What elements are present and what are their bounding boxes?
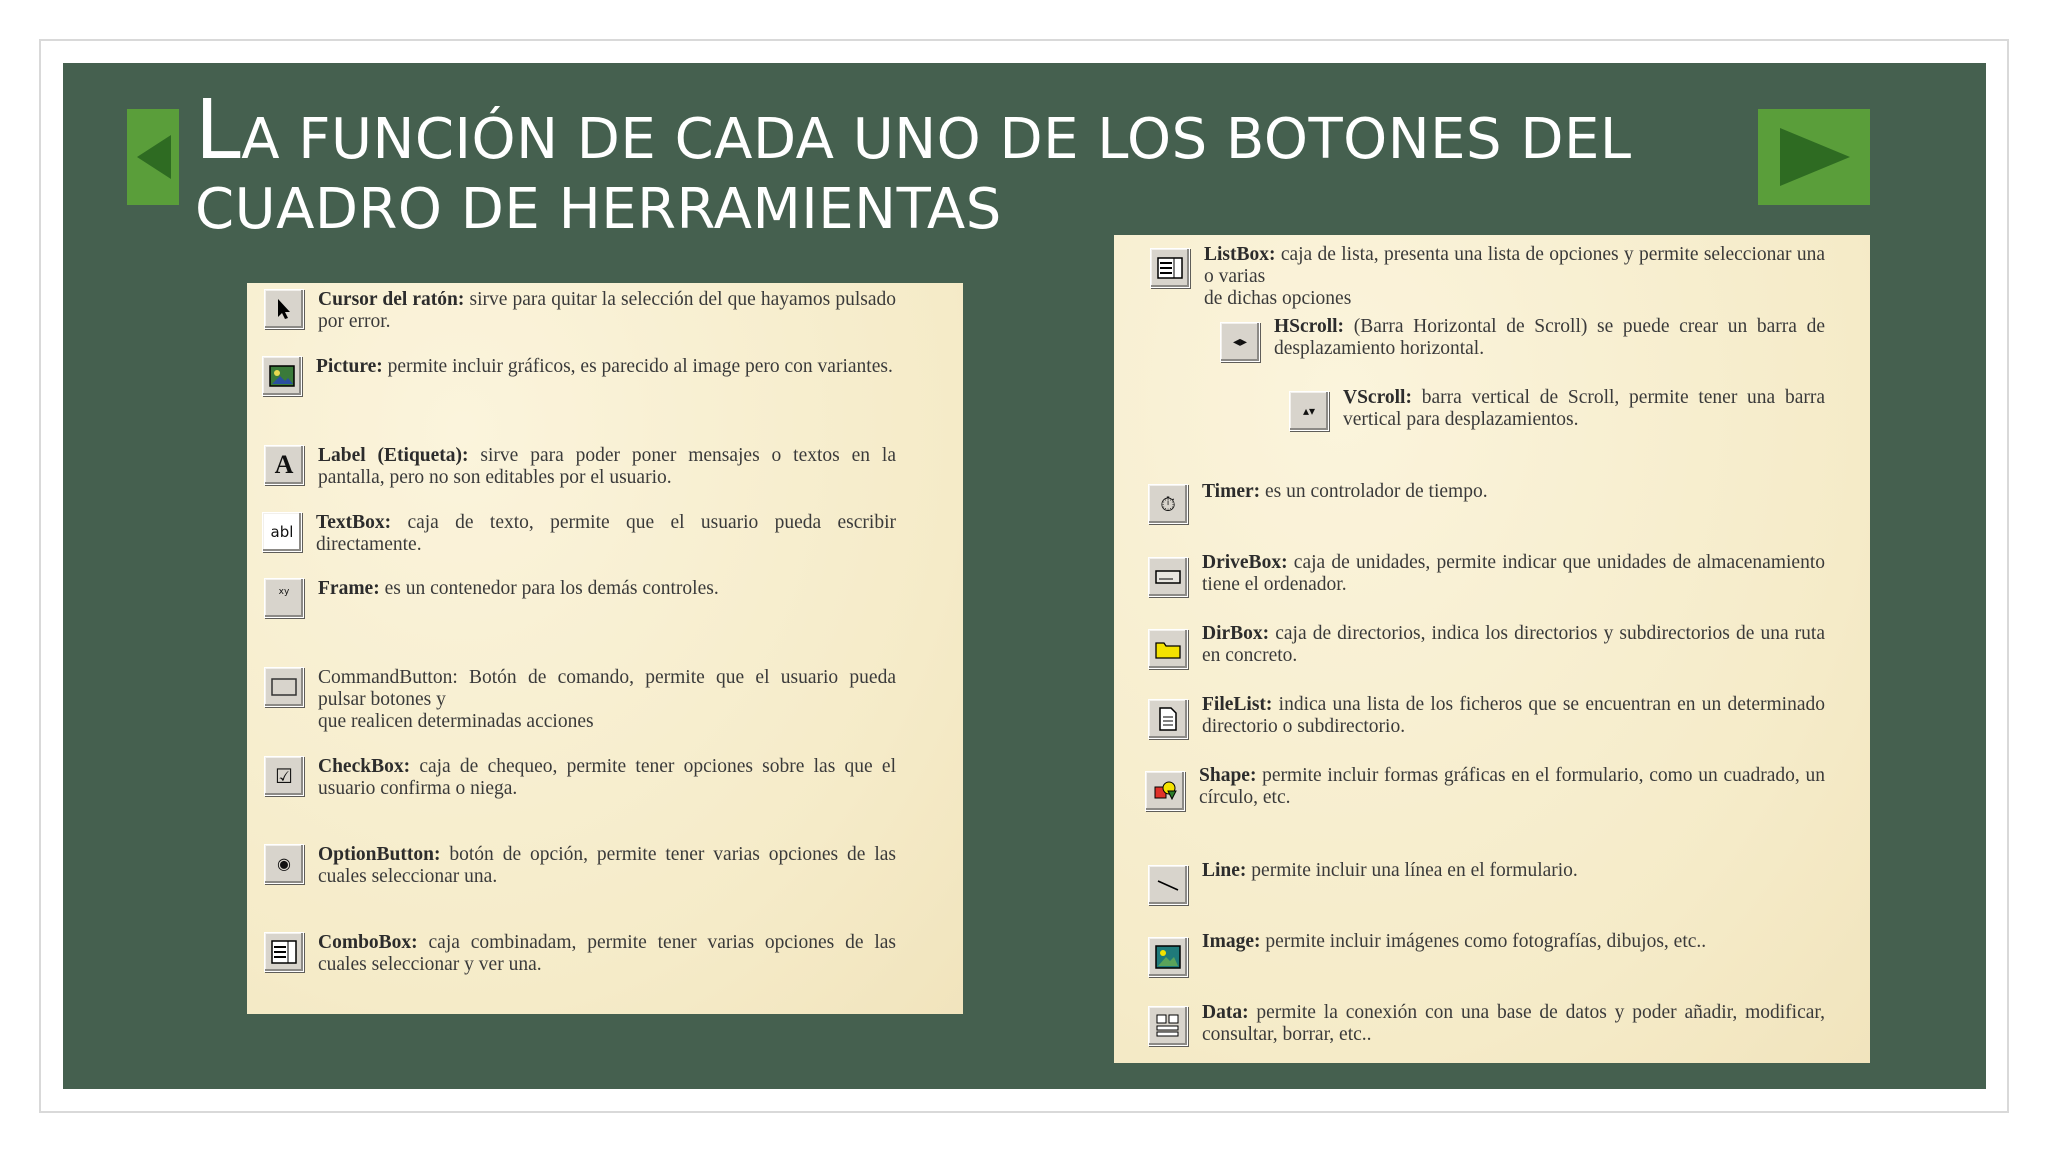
list-item: Picture: permite incluir gráficos, es parecido al image pero con variantes. xyxy=(262,356,896,396)
command-button-icon xyxy=(264,667,304,707)
slide-title xyxy=(195,83,1695,245)
data-icon xyxy=(1148,1006,1188,1046)
checkbox-icon: ☑ xyxy=(264,756,304,796)
combobox-icon xyxy=(264,932,304,972)
next-slide-button[interactable] xyxy=(1758,109,1870,205)
timer-icon: ⏱ xyxy=(1148,484,1188,524)
list-item: Image: permite incluir imágenes como fotografías, dibujos, etc.. xyxy=(1148,931,1825,977)
list-item: A Label (Etiqueta): sirve para poder poner mensajes o textos en la pantalla, pero no son editables por el usuario. xyxy=(264,445,896,489)
list-item: CommandButton: Botón de comando, permite que el usuario pueda pulsar botones y que realicen determinadas acciones xyxy=(264,667,896,733)
file-icon xyxy=(1148,699,1188,739)
cursor-arrow-icon xyxy=(264,289,304,329)
triangle-right-icon xyxy=(1774,124,1854,190)
list-item: DriveBox: caja de unidades, permite indicar que unidades de almacenamiento tiene el ordenador. xyxy=(1148,552,1825,597)
picture-icon xyxy=(262,356,302,396)
folder-icon xyxy=(1148,629,1188,669)
listbox-icon xyxy=(1150,248,1190,288)
vscroll-icon: ▴▾ xyxy=(1289,391,1329,431)
hscroll-icon: ◂▸ xyxy=(1220,322,1260,362)
list-item: xy Frame: es un contenedor para los demás controles. xyxy=(264,578,896,618)
textbox-icon: abl xyxy=(262,512,302,552)
list-item: Line: permite incluir una línea en el formulario. xyxy=(1148,860,1825,905)
frame-icon: xy xyxy=(264,578,304,618)
image-icon xyxy=(1148,937,1188,977)
list-item: ComboBox: caja combinadam, permite tener varias opciones de las cuales seleccionar y ver una. xyxy=(264,932,896,976)
previous-slide-button[interactable] xyxy=(127,109,179,205)
title-line-2: CUADRO DE HERRAMIENTAS xyxy=(195,177,1002,242)
list-item: Data: permite la conexión con una base de datos y poder añadir, modificar, consultar, borrar, etc.. xyxy=(1148,1002,1825,1046)
triangle-left-icon xyxy=(133,131,173,183)
list-item: DirBox: caja de directorios, indica los directorios y subdirectorios de una ruta en concreto. xyxy=(1148,623,1825,669)
list-item: ☑ CheckBox: caja de chequeo, permite tener opciones sobre las que el usuario confirma o niega. xyxy=(264,756,896,800)
title-line-1: LA FUNCIÓN DE CADA UNO DE LOS BOTONES DEL xyxy=(195,83,1632,178)
drive-icon xyxy=(1148,557,1188,597)
list-item: ListBox: caja de lista, presenta una lista de opciones y permite seleccionar una o varias de dichas opciones xyxy=(1150,244,1825,310)
option-button-icon: ◉ xyxy=(264,844,304,884)
shape-icon xyxy=(1145,771,1185,811)
list-item: ⏱ Timer: es un controlador de tiempo. xyxy=(1148,481,1825,524)
list-item: ▴▾ VScroll: barra vertical de Scroll, permite tener una barra vertical para desplazamientos. xyxy=(1289,387,1825,431)
list-item: abl TextBox: caja de texto, permite que el usuario pueda escribir directamente. xyxy=(262,512,896,556)
list-item: Shape: permite incluir formas gráficas en el formulario, como un cuadrado, un círculo, etc. xyxy=(1145,765,1825,811)
list-item: ◉ OptionButton: botón de opción, permite tener varias opciones de las cuales seleccionar una. xyxy=(264,844,896,888)
list-item: FileList: indica una lista de los ficheros que se encuentran en un determinado directorio o subdirectorio. xyxy=(1148,694,1825,739)
list-item: ◂▸ HScroll: (Barra Horizontal de Scroll) se puede crear un barra de desplazamiento horizontal. xyxy=(1220,316,1825,362)
line-icon xyxy=(1148,865,1188,905)
list-item: Cursor del ratón: sirve para quitar la selección del que hayamos pulsado por error. xyxy=(264,289,896,333)
label-a-icon: A xyxy=(264,445,304,485)
